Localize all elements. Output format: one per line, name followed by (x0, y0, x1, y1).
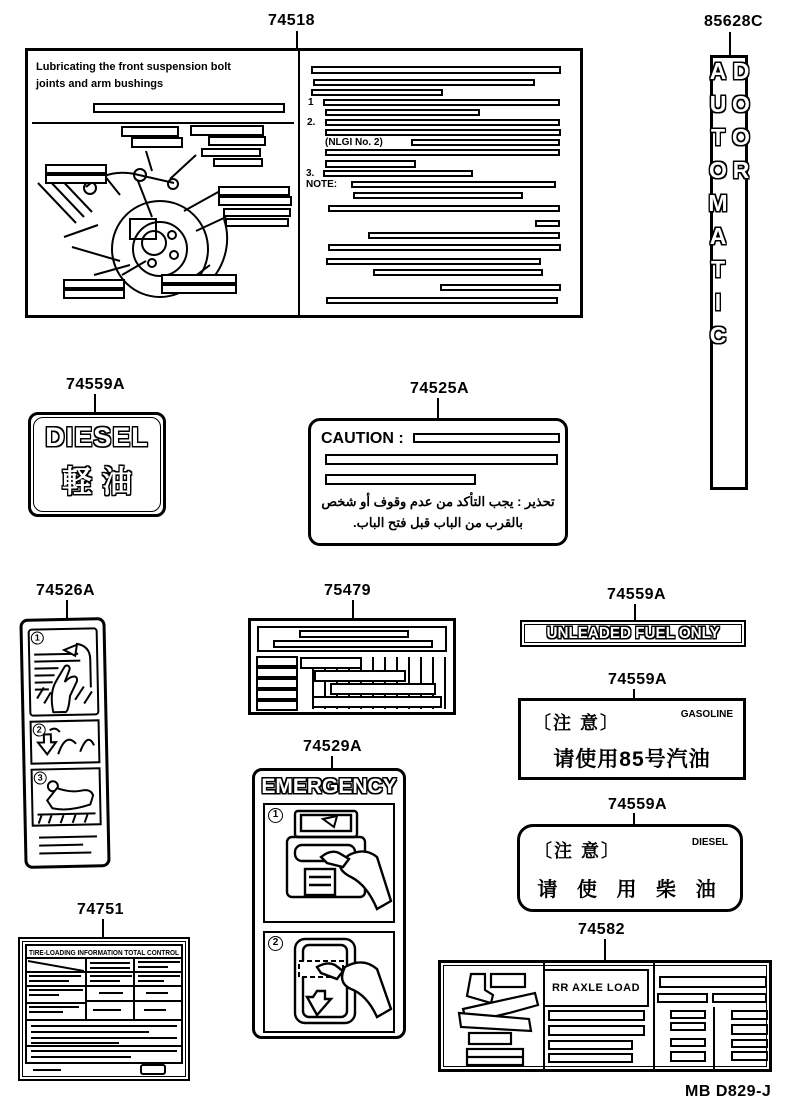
schedule-label (248, 618, 456, 715)
tire-loading-label (18, 937, 190, 1081)
redacted-bar (413, 433, 560, 443)
redacted-bar (311, 66, 561, 74)
part-number-74525a: 74525A (410, 380, 470, 397)
nlgi-marker: (NLGI No. 2) (325, 137, 383, 148)
redacted-bar (351, 181, 556, 188)
redacted-bar (731, 1039, 768, 1048)
panel-number-3: 3 (34, 771, 47, 784)
leader-line (633, 689, 635, 698)
redacted-bar (325, 109, 480, 116)
leaning-person-pictogram (33, 773, 100, 824)
part-number-74582: 74582 (578, 921, 625, 938)
section-divider (653, 963, 655, 1069)
part-number-74559a-gasoline: 74559A (608, 671, 668, 688)
redacted-bar (548, 1053, 633, 1063)
suspension-diagram (34, 125, 294, 313)
section-divider (32, 122, 294, 124)
list-marker-1: 1 (308, 97, 314, 108)
redacted-bar (325, 160, 416, 168)
redacted-bar (670, 1022, 706, 1031)
part-number-74518: 74518 (268, 12, 315, 29)
redacted-bar (311, 89, 443, 96)
redacted-bar (326, 297, 558, 304)
fine-print-line (39, 851, 91, 854)
leader-line (729, 32, 731, 55)
redacted-bar (93, 103, 285, 113)
truck-pictogram (447, 969, 543, 1065)
redacted-bar (670, 1038, 706, 1047)
fuel-type-text: DIESEL (691, 837, 728, 848)
part-number-74559a-diesel-jp: 74559A (66, 376, 126, 393)
redacted-bar (325, 129, 561, 136)
pull-handle-pictogram (265, 805, 393, 919)
list-marker-3: 3. (306, 168, 315, 179)
automatic-door-text: AUTOMATIC DOOR (705, 58, 754, 355)
redacted-bar (325, 474, 476, 485)
redacted-bar (411, 139, 560, 146)
emergency-step-2 (263, 931, 395, 1033)
keiyu-text: 軽油 (62, 466, 142, 499)
redacted-bar (325, 454, 558, 465)
redacted-bar (535, 220, 560, 227)
redacted-bar (353, 192, 523, 199)
push-lever-pictogram (265, 933, 393, 1029)
panel-divider (298, 51, 300, 315)
unleaded-text: UNLEADED FUEL ONLY (546, 624, 720, 642)
emergency-step-1 (263, 803, 395, 923)
warning-panel-2 (30, 719, 101, 764)
gasoline-cn-label (518, 698, 746, 780)
notice-text: 〔注 意〕 (534, 841, 622, 861)
tire-loading-table (25, 944, 183, 1074)
schedule-header-box (257, 626, 447, 652)
redacted-bar (328, 244, 561, 251)
part-number-85628c: 85628C (704, 13, 764, 30)
step-number-1: 1 (268, 808, 283, 823)
part-number-74751: 74751 (77, 901, 124, 918)
redacted-bar (659, 976, 767, 988)
redacted-bar (328, 205, 560, 212)
lubrication-label (25, 48, 583, 318)
part-number-74529a: 74529A (303, 738, 363, 755)
arabic-warning-line2: بالقرب من الباب قبل فتح الباب. (353, 515, 523, 530)
warning-panel-3 (31, 767, 102, 826)
leader-line (331, 756, 333, 768)
lubrication-title (36, 59, 292, 93)
redacted-bar (373, 269, 543, 276)
axle-load-label (438, 960, 772, 1072)
fine-print-line (39, 844, 83, 847)
fuel-type-text: GASOLINE (680, 709, 733, 720)
redacted-bar (440, 284, 561, 291)
title-line2: joints and arm bushings (36, 78, 164, 91)
fine-print-line (39, 835, 97, 838)
redacted-bar (273, 640, 433, 648)
panel-number-1: 1 (31, 631, 44, 644)
leader-line (94, 394, 96, 413)
leader-line (437, 398, 439, 418)
diesel-text: DIESEL (45, 422, 149, 452)
arabic-warning-line1: تحذير : يجب التأكد من عدم وقوف أو شخص (321, 494, 555, 509)
caution-arabic-label (308, 418, 568, 546)
diesel-cn-label (517, 824, 743, 912)
axle-load-header-text: RR AXLE LOAD (551, 982, 641, 994)
leader-line (352, 600, 354, 618)
axle-load-header-box (543, 969, 649, 1007)
redacted-bar (712, 993, 767, 1003)
use-diesel-text: 请 使 用 柴 油 (537, 879, 723, 901)
diesel-jp-label (28, 412, 166, 517)
door-warning-label (19, 617, 110, 869)
page-code: MB D829-J (685, 1083, 772, 1100)
redacted-bar (657, 993, 708, 1003)
leader-line (66, 600, 68, 618)
part-number-75479: 75479 (324, 582, 371, 599)
column-divider (713, 1007, 715, 1069)
tire-loading-header-text: TIRE-LOADING INFORMATION TOTAL CONTROL (29, 950, 180, 957)
list-marker-2: 2. (307, 117, 316, 128)
step-number-2: 2 (268, 936, 283, 951)
caution-heading: CAUTION : (321, 430, 404, 447)
part-number-74559a-diesel-cn: 74559A (608, 796, 668, 813)
panel-number-2: 2 (33, 723, 46, 736)
hand-in-window-pictogram (30, 637, 98, 714)
redacted-bar (670, 1051, 706, 1062)
emergency-label (252, 768, 406, 1039)
redacted-bar (299, 630, 409, 638)
redacted-bar (325, 119, 560, 126)
window-close-pictogram (32, 721, 99, 762)
title-line1: Lubricating the front suspension bolt (36, 61, 231, 73)
redacted-bar (323, 99, 560, 106)
redacted-bar (313, 79, 535, 86)
redacted-bar (731, 1010, 768, 1020)
redacted-bar (548, 1025, 645, 1036)
redacted-bar (548, 1010, 645, 1021)
emergency-heading: EMERGENCY (261, 775, 397, 798)
warning-panel-1 (28, 627, 100, 716)
unleaded-label (520, 620, 746, 647)
automatic-door-label (705, 55, 754, 490)
redacted-bar (731, 1024, 768, 1035)
notice-text: 〔注 意〕 (533, 713, 621, 733)
use-gasoline-text: 请使用85号汽油 (553, 748, 711, 771)
redacted-bar (368, 232, 560, 239)
redacted-bar (548, 1040, 633, 1050)
redacted-bar (326, 258, 541, 265)
note-marker: NOTE: (306, 179, 338, 190)
redacted-bar (731, 1051, 768, 1061)
part-number-74559a-unleaded: 74559A (607, 586, 667, 603)
redacted-bar (323, 170, 473, 177)
leader-line (604, 939, 606, 960)
leader-line (296, 31, 298, 48)
part-number-74526a: 74526A (36, 582, 96, 599)
leader-line (634, 604, 636, 621)
redacted-bar (670, 1010, 706, 1019)
redacted-bar (325, 149, 560, 156)
schedule-grid (255, 655, 453, 711)
leader-line (102, 919, 104, 937)
